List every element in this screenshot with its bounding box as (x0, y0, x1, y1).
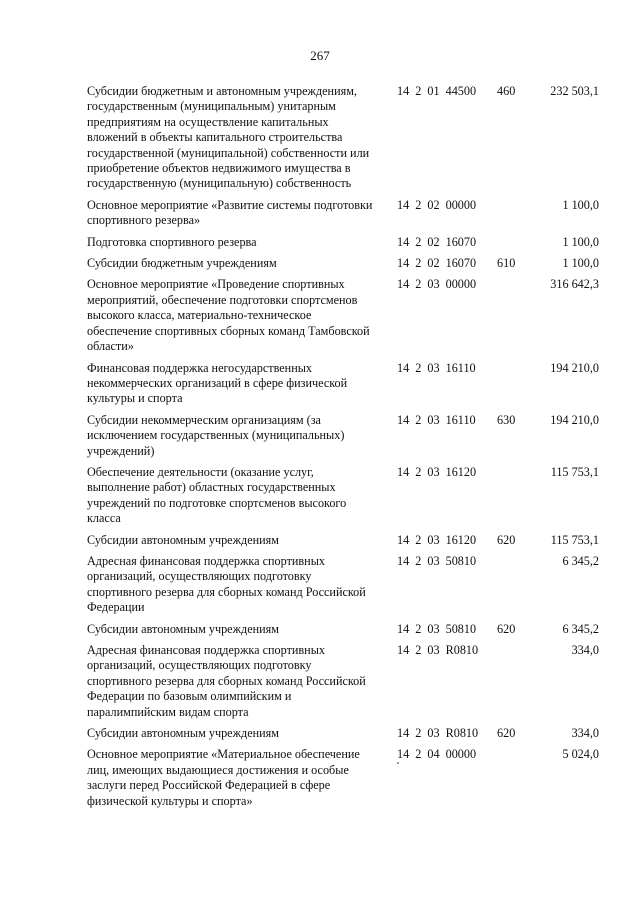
table-row (87, 643, 599, 720)
table-row (87, 235, 599, 250)
row-target-code: 14 2 04 00000 (397, 747, 477, 762)
row-amount: 1 100,0 (562, 234, 599, 249)
row-description: Основное мероприятие «Материальное обеспечение лиц, имеющих выдающиеся достижения и особые заслуги перед Российской Федерацией в сфере физической культуры и спорта» (87, 747, 360, 808)
row-target-code: 14 2 02 00000 (397, 197, 477, 212)
row-description: Обеспечение деятельности (оказание услуг, выполнение работ) областных государственных учреждений по подготовке спортсменов высокого класса (87, 464, 347, 526)
row-target-code: 14 2 03 50810 (397, 621, 477, 636)
budget-table (87, 84, 599, 815)
row-amount: 115 753,1 (550, 532, 599, 547)
table-row (87, 277, 599, 354)
row-description: Основное мероприятие «Развитие системы подготовки спортивного резерва» (87, 197, 373, 228)
page-number: 267 (310, 48, 330, 63)
row-description: Субсидии автономным учреждениям (87, 532, 279, 547)
table-row (87, 533, 599, 548)
row-description: Адресная финансовая поддержка спортивных организаций, осуществляющих подготовку спортивного резерва для сборных команд Российской Федерации (87, 553, 366, 615)
row-target-code: 14 2 03 16110 (397, 412, 476, 427)
row-amount: 6 345,2 (562, 621, 599, 636)
row-description: Адресная финансовая поддержка спортивных организаций, осуществляющих подготовку спортивного резерва для сборных команд Российской Федерации по базовым олимпийским и паралимпийским видам спорта (87, 643, 366, 719)
row-expense-type: 620 (497, 621, 516, 636)
table-row (87, 361, 599, 407)
row-target-code: 14 2 03 16120 (397, 532, 477, 547)
row-target-code: 14 2 02 16070 (397, 256, 477, 271)
row-amount: 334,0 (571, 643, 599, 657)
row-target-code: 14 2 03 50810 (397, 553, 477, 568)
table-row (87, 726, 599, 741)
table-row (87, 413, 599, 459)
row-description: Подготовка спортивного резерва (87, 234, 257, 249)
row-description: Финансовая поддержка негосударственных некоммерческих организаций в сфере физической культуры и спорта (87, 360, 348, 406)
row-description: Субсидии бюджетным и автономным учреждениям, государственным (муниципальным) унитарным предприятиям на осуществление капитальных вложений в объекты капитального строительства государственной (муниципальной) собственности или приобретение объектов недвижимого имущества в государственную (муниципальную) собственность (87, 84, 370, 191)
row-amount: 6 345,2 (562, 553, 599, 568)
table-row (87, 747, 599, 809)
row-description: Субсидии автономным учреждениям (87, 621, 279, 636)
row-amount: 194 210,0 (550, 412, 599, 427)
row-amount: 232 503,1 (550, 84, 599, 98)
row-description: Основное мероприятие «Проведение спортивных мероприятий, обеспечение подготовки спортсменов высокого класса, материально-техническое обеспечение спортивных сборных команд Тамбовской области» (87, 277, 370, 354)
row-expense-type: 610 (497, 256, 516, 271)
row-amount: 316 642,3 (550, 277, 599, 292)
row-target-code: 14 2 01 44500 (397, 84, 477, 98)
table-row (87, 198, 599, 229)
row-target-code: 14 2 03 16120 (397, 464, 477, 479)
row-amount: 5 024,0 (562, 747, 599, 762)
row-expense-type: 460 (497, 84, 516, 98)
row-amount: 1 100,0 (562, 256, 599, 271)
row-description: Субсидии бюджетным учреждениям (87, 256, 277, 271)
row-amount: 334,0 (571, 726, 599, 741)
row-expense-type: 620 (497, 532, 516, 547)
row-expense-type: 630 (497, 412, 516, 427)
row-target-code: 14 2 03 00000 (397, 277, 477, 292)
scan-speck (397, 762, 399, 764)
table-row (87, 622, 599, 637)
row-amount: 1 100,0 (562, 197, 599, 212)
table-row (87, 554, 599, 616)
table-row (87, 465, 599, 527)
row-target-code: 14 2 03 R0810 (397, 726, 479, 741)
row-target-code: 14 2 03 R0810 (397, 643, 479, 657)
row-target-code: 14 2 03 16110 (397, 360, 476, 375)
row-amount: 194 210,0 (550, 360, 599, 375)
row-description: Субсидии некоммерческим организациям (за исключением государственных (муниципальных) учреждений) (87, 412, 345, 458)
table-row (87, 256, 599, 271)
row-description: Субсидии автономным учреждениям (87, 726, 279, 741)
row-target-code: 14 2 02 16070 (397, 234, 477, 249)
row-expense-type: 620 (497, 726, 516, 741)
table-row (87, 84, 599, 192)
row-amount: 115 753,1 (550, 464, 599, 479)
